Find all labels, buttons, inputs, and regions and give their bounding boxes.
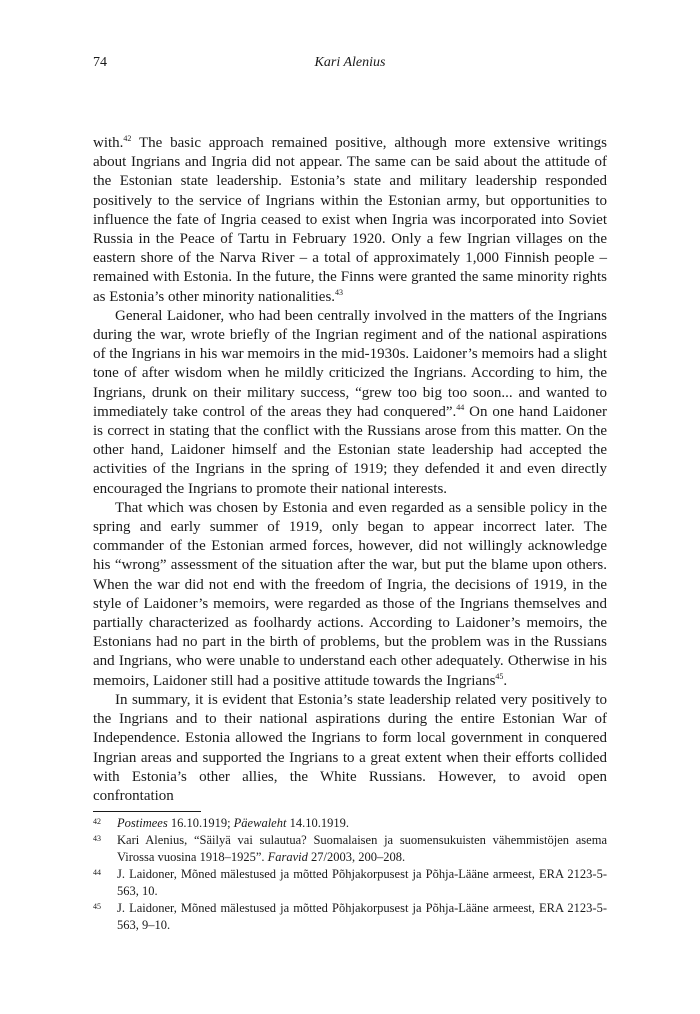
footnote-number: 42 [93,817,101,826]
page-number: 74 [93,55,107,70]
running-head [93,55,607,75]
footnote-ref-42[interactable]: 42 [123,134,132,143]
footnote-ref-43[interactable]: 43 [335,287,344,297]
footnote-43: 43 Kari Alenius, “Säilyä vai sulautua? Suomalaisen ja suomensukuisten vähemmistöjen asema Virossa vuosina 1918–1925”. Faravid 27/2003, 200–208. [93,832,607,866]
paragraph-3: That which was chosen by Estonia and even regarded as a sensible policy in the spring and early summer of 1919, only began to appear incorrect later. The commander of the Estonian armed forces, however, did not willingly acknowledge his “wrong” assessment of the situation after the war, but put the blame upon others. When the war did not end with the freedom of Ingria, the decisions of 1919, in the style of Laidoner’s memoirs, were regarded as those of the Ingrians themselves and partially characterized as foolhardy actions. According to Laidoner’s memoirs, the Estonians had no part in the birth of problems, but the problem was in the Russians and Ingrians, who were unable to understand each other adequately. Otherwise in his memoirs, Laidoner still had a positive attitude towards the Ingrians$^{45}$. [93,499,607,689]
footnote-45: 45 J. Laidoner, Mõned mälestused ja mõtted Põhjakorpusest ja Põhja-Lääne armeest, ERA 2123-5-563, 9–10. [93,900,607,934]
body-text [93,134,607,806]
footnotes [93,815,607,934]
footnote-42: 42 Postimees 16.10.1919; Päewaleht 14.10.1919. [93,815,607,832]
footnote-rule [93,811,201,812]
paragraph-2: General Laidoner, who had been centrally involved in the matters of the Ingrians during the war, wrote briefly of the Ingrian regiment and of the national aspirations of the Ingrians in his war memoirs in the mid-1930s. Laidoner’s memoirs had a slight tone of after wisdom when he mildly criticized the Ingrians. According to him, the Ingrians, drunk on their military success, “grew too big too soon... and wanted to immediately take control of the areas they had conquered”.$^{44}$ On one hand Laidoner is correct in stating that the conflict with the Russians arose from this matter. On the other hand, Laidoner himself and the Estonian state leadership had accepted the activities of the Ingrians in the spring of 1919; they defended it and even directly encouraged the Ingrians to promote their national interests. [93,307,607,497]
running-title: Kari Alenius [314,55,386,70]
footnote-number: 43 [93,834,101,843]
footnote-ref-44[interactable]: 44 [456,402,465,412]
footnote-ref-45[interactable]: 45 [495,671,504,681]
footnote-number: 44 [93,868,101,877]
paragraph-1: with.$^{42}$ The basic approach remained positive, although more extensive writings about Ingrians and Ingria did not appear. The same can be said about the attitude of the Estonian state leadership. Estonia’s state and military leadership responded positively to the service of Ingrians within the Estonian army, but opportunities to influence the fate of Ingria ceased to exist when Ingria was incorporated into Soviet Russia in the Peace of Tartu in February 1920. Only a few Ingrian villages on the eastern shore of the Narva River – a total of approximately 1,000 Finnish people – remained with Estonia. In the future, the Finns were granted the same minority rights as Estonia’s other minority nationalities.$^{43}$ [93,134,607,305]
footnote-44: 44 J. Laidoner, Mõned mälestused ja mõtted Põhjakorpusest ja Põhja-Lääne armeest, ERA 2123-5-563, 10. [93,866,607,900]
paragraph-4: In summary, it is evident that Estonia’s state leadership related very positively to the Ingrians and to their national aspirations during the entire Estonian War of Independence. Estonia allowed the Ingrians to form local government in conquered Ingrian areas and supported the Ingrians to a great extent when their efforts collided with Estonia’s other allies, the White Russians. However, to avoid open confrontation [93,691,607,804]
footnote-number: 45 [93,902,101,911]
